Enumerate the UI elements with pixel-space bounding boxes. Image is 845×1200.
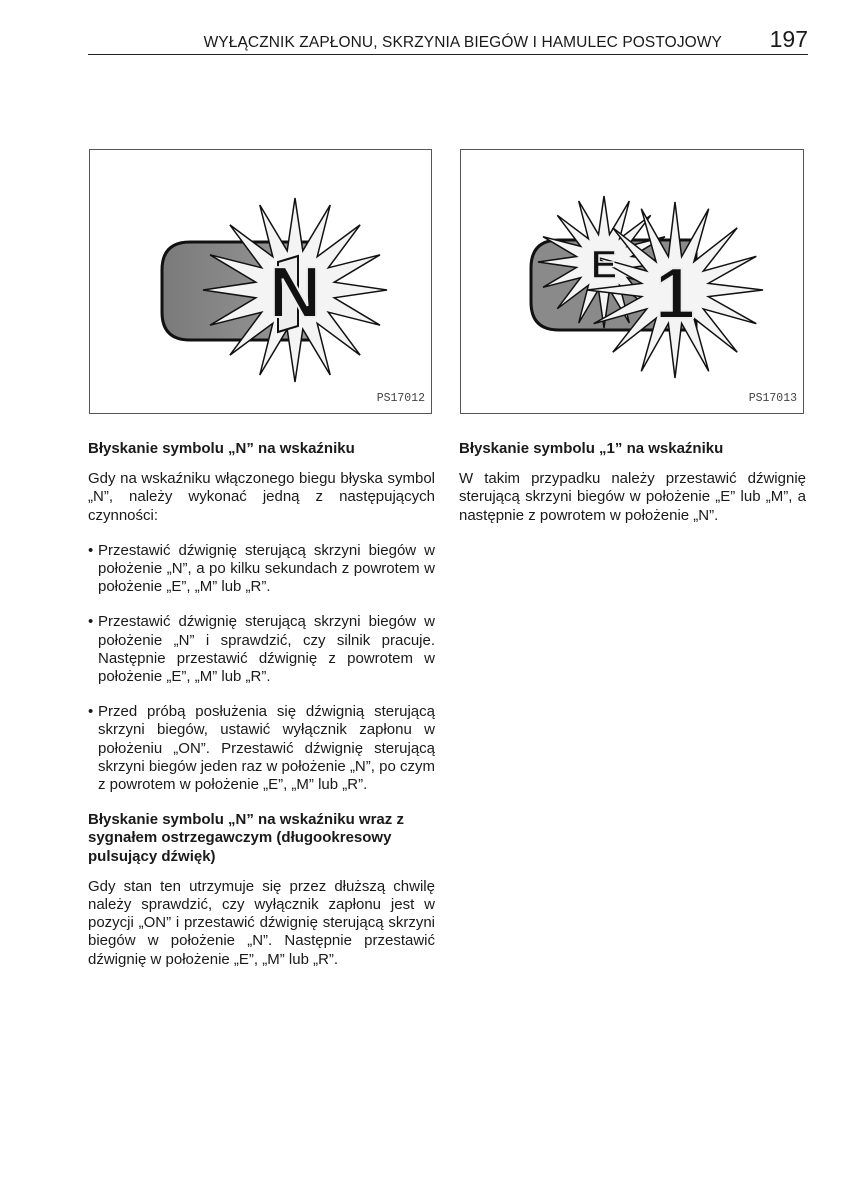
page-number: 197 [769, 26, 808, 52]
paragraph: Gdy na wskaźniku włączonego biegu błyska symbol „N”, należy wykonać jedną z następujących czynności: [88, 470, 435, 524]
symbol-1: 1 [654, 254, 696, 334]
figure-n-flashing [89, 149, 432, 414]
indicator-e1-illustration [461, 150, 804, 414]
paragraph: W takim przypadku należy przestawić dźwignię sterującą skrzyni biegów w położenie „E” lub „M”, a następnie z powrotem w położenie „N”. [459, 470, 806, 524]
figure-code: PS17013 [748, 392, 797, 405]
bullet-item: • Przed próbą posłużenia się dźwignią sterującą skrzyni biegów, ustawić wyłącznik zapłonu w położeniu „ON”. Przestawić dźwignię sterującą skrzyni biegów jeden raz w położenie „N”, po czym z powrotem w położenie „E”, „M” lub „R”. [88, 703, 435, 794]
left-column [88, 440, 435, 969]
bullet-item: • Przestawić dźwignię sterującą skrzyni biegów w położenie „N”, a po kilku sekundach z powrotem w położenie „E”, „M” lub „R”. [88, 542, 435, 597]
bullet-list [88, 542, 435, 794]
section-heading: Błyskanie symbolu „N” na wskaźniku wraz z sygnałem ostrzegawczym (długookresowy pulsujący dźwięk) [88, 811, 404, 865]
right-column [459, 440, 806, 525]
symbol-e: E [590, 243, 618, 287]
indicator-n-illustration [90, 150, 432, 414]
figure-1-flashing [460, 149, 804, 414]
section-heading: Błyskanie symbolu „1” na wskaźniku [459, 440, 724, 457]
paragraph: Gdy stan ten utrzymuje się przez dłuższą chwilę należy sprawdzić, czy wyłącznik zapłonu jest w pozycji „ON” i przestawić dźwignię sterującą skrzyni biegów w położenie „N”. Następnie przestawić dźwignię w położenie „E”, „M” lub „R”. [88, 877, 435, 968]
figure-code: PS17012 [376, 392, 425, 405]
header-title: WYŁĄCZNIK ZAPŁONU, SKRZYNIA BIEGÓW I HAMULEC POSTOJOWY [203, 34, 722, 51]
page-header [88, 26, 808, 55]
section-heading: Błyskanie symbolu „N” na wskaźniku [88, 440, 355, 457]
symbol-n: N [269, 253, 321, 333]
bullet-item: • Przestawić dźwignię sterującą skrzyni biegów w położenie „N” i sprawdzić, czy silnik pracuje. Następnie przestawić dźwignię z powrotem w położenie „E”, „M” lub „R”. [88, 613, 435, 686]
